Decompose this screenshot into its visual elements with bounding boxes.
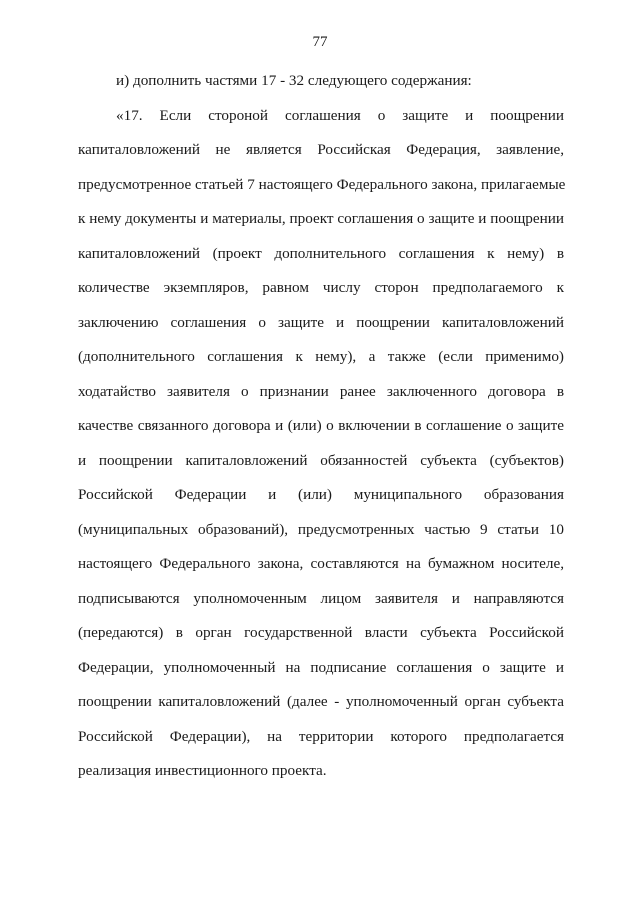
text-line: (муниципальных образований), предусмотренных частью 9 статьи 10	[78, 520, 564, 538]
text-line: качестве связанного договора и (или) о включении в соглашение о защите	[78, 417, 564, 434]
text-line: Российской Федерации и (или) муниципального образования	[78, 486, 564, 503]
text-line: ходатайство заявителя о признании ранее заключенного договора в	[78, 382, 564, 400]
text-line: подписываются уполномоченным лицом заявителя и направляются	[78, 589, 564, 607]
text-line: Российской Федерации), на территории которого предполагается	[78, 727, 564, 745]
text-line: «17. Если стороной соглашения о защите и поощрении	[116, 106, 564, 124]
text-line: Федерации, уполномоченный на подписание соглашения о защите и	[78, 658, 564, 676]
text-line: капиталовложений не является Российская Федерация, заявление,	[78, 141, 564, 158]
text-line: реализация инвестиционного проекта.	[78, 762, 327, 779]
text-line: количестве экземпляров, равном числу сторон предполагаемого к	[78, 279, 564, 296]
text-line: заключению соглашения о защите и поощрении капиталовложений	[78, 313, 564, 331]
document-body	[78, 64, 564, 789]
text-line: и) дополнить частями 17 - 32 следующего содержания:	[116, 72, 472, 89]
page-number: 77	[312, 34, 328, 50]
text-line: (передаются) в орган государственной власти субъекта Российской	[78, 624, 564, 641]
text-line: поощрении капиталовложений (далее - уполномоченный орган субъекта	[78, 693, 564, 710]
text-line: предусмотренное статьей 7 настоящего Федерального закона, прилагаемые	[78, 175, 566, 193]
clause-17-paragraph	[78, 99, 564, 789]
text-line: (дополнительного соглашения к нему), а также (если применимо)	[78, 348, 564, 365]
text-line: капиталовложений (проект дополнительного соглашения к нему) в	[78, 244, 564, 262]
text-line: к нему документы и материалы, проект соглашения о защите и поощрении	[78, 210, 564, 227]
text-line: настоящего Федерального закона, составляются на бумажном носителе,	[78, 555, 564, 572]
intro-paragraph	[78, 64, 564, 99]
text-line: и поощрении капиталовложений обязанностей субъекта (субъектов)	[78, 451, 564, 469]
